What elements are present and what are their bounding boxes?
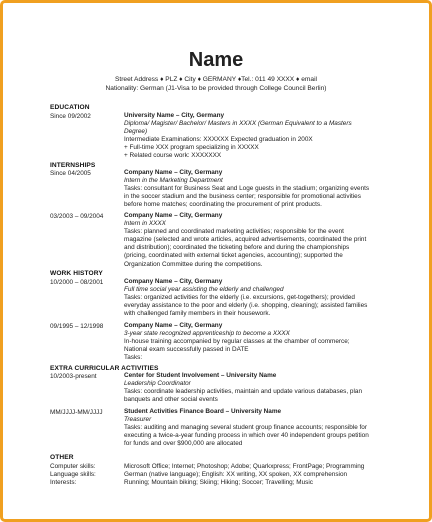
other-row-interests	[50, 479, 313, 486]
other-value: German (native language); English: XX writing, XX spoken, XX comprehension	[124, 471, 348, 478]
education-graduation: Expected graduation in 200X	[230, 136, 313, 144]
education-exams: Intermediate Examinations: XXXXXX	[124, 136, 229, 144]
extra-1-role: Leadership Coordinator	[124, 380, 191, 388]
work-1-line: Tasks: organized activities for the elderly (i.e. excursions, get-togethers); provided	[124, 294, 355, 302]
internship-1-date: Since 04/2005	[50, 170, 91, 177]
internship-2-entry	[124, 212, 386, 269]
education-exams-row	[124, 136, 386, 144]
education-org: University Name – City, Germany	[124, 112, 225, 119]
extra-1-org: Center for Student Involvement – University Name	[124, 372, 277, 379]
extra-2-role: Treasurer	[124, 416, 152, 424]
internship-2-date: 03/2003 – 09/2004	[50, 213, 104, 220]
work-2-line: National exam successfully passed in DATE	[124, 346, 249, 354]
other-row-computer-skills	[50, 463, 364, 470]
other-label: Computer skills:	[50, 463, 96, 470]
extra-2-org: Student Activities Finance Board – University Name	[124, 408, 282, 415]
extra-1-line: banquets and other social events	[124, 396, 218, 404]
work-2-org: Company Name – City, Germany	[124, 322, 223, 329]
education-degree-line2: Degree)	[124, 128, 148, 136]
work-2-line: Tasks:	[124, 354, 143, 362]
education-entry	[124, 112, 386, 161]
internship-1-line: before home matches; coordinating the procurement of print products.	[124, 201, 322, 209]
extra-2-line: for funds and over $900,000 are allocated	[124, 440, 243, 448]
work-2-line: In-house training accompanied by regular classes at the chamber of commerce;	[124, 338, 350, 346]
work-1-line: with challenged family members in their housework.	[124, 310, 271, 318]
education-degree-line1: Diploma/ Magister/ Bachelor/ Masters in XXXX (German Equivalent to a Masters	[124, 120, 352, 128]
internship-2-org: Company Name – City, Germany	[124, 212, 223, 219]
work-1-org: Company Name – City, Germany	[124, 278, 223, 285]
education-bullet-1: + Full-time XXX program specializing in XXXXX	[124, 144, 259, 152]
internship-2-role: Intern in XXXX	[124, 220, 166, 228]
section-title-education: EDUCATION	[50, 104, 90, 111]
work-1-line: everyday assistance to the poor and elderly (i.e. shopping, cleaning); assisted families	[124, 302, 368, 310]
education-bullet-2: + Related course work: XXXXXXX	[124, 152, 222, 160]
work-2-date: 09/1995 – 12/1998	[50, 323, 104, 330]
work-1-role: Full time social year assisting the elderly and challenged	[124, 286, 284, 294]
resume-name: Name	[188, 49, 244, 71]
section-title-work-history: WORK HISTORY	[50, 270, 103, 277]
extra-1-date: 10/2003-present	[50, 373, 97, 380]
nationality-line: Nationality: German (J1-Visa to be provided through College Council Berlin)	[105, 85, 327, 92]
extra-1-line: Tasks: coordinate leadership activities, maintain and update various databases, plan	[124, 388, 363, 396]
internship-1-org: Company Name – City, Germany	[124, 169, 223, 176]
internship-2-line: Organization Committee during the competitions.	[124, 260, 263, 268]
other-value: Microsoft Office; Internet; Photoshop; Adobe; Quarkxpress; FrontPage; Programming	[124, 463, 365, 470]
other-row-language-skills	[50, 471, 347, 478]
section-title-internships: INTERNSHIPS	[50, 162, 96, 169]
internship-1-line: in the soccer stadium and the business center; responsible for promotional activities	[124, 193, 361, 201]
address-line: Street Address ♦ PLZ ♦ City ♦ GERMANY ♦Tel.: 011 49 XXXX ♦ email	[114, 76, 317, 83]
other-value: Running; Mountain biking; Skiing; Hiking; Soccer; Travelling; Music	[124, 479, 313, 486]
work-2-role: 3-year state recognized apprenticeship to become a XXXX	[124, 330, 290, 338]
internship-1-entry	[124, 169, 386, 209]
internship-2-line: Tasks: planned and coordinated marketing activities; responsible for the event	[124, 228, 344, 236]
internship-2-line: magazine (selected and wrote articles, acquired advertisements, coordinated the print	[124, 236, 367, 244]
section-title-extra-curricular: EXTRA CURRICULAR ACTIVITIES	[50, 365, 159, 372]
section-title-other: OTHER	[50, 454, 74, 461]
extra-2-date: MM/JJJJ-MM/JJJJ	[50, 409, 103, 416]
internship-2-line: (pricing, coordinated with external ticket agencies, accounting); supported the	[124, 252, 343, 260]
other-label: Interests:	[50, 479, 77, 486]
internship-1-role: Intern in the Marketing Department	[124, 177, 223, 185]
internship-2-line: and distribution); coordinated the ticketing before and during the championships	[124, 244, 350, 252]
education-date: Since 09/2002	[50, 113, 91, 120]
extra-2-entry	[124, 408, 386, 448]
extra-2-line: Tasks: auditing and managing several student group finance accounts; responsible for	[124, 424, 367, 432]
other-label: Language skills:	[50, 471, 96, 478]
extra-2-line: executing a twice-a-year funding process in which over 40 independent groups petition	[124, 432, 369, 440]
work-1-date: 10/2000 – 08/2001	[50, 279, 104, 286]
extra-1-entry	[124, 372, 386, 404]
work-1-entry	[124, 278, 386, 318]
work-2-entry	[124, 322, 386, 362]
internship-1-line: Tasks: consultant for Business Seat and Loge guests in the stadium; organizing events	[124, 185, 370, 193]
